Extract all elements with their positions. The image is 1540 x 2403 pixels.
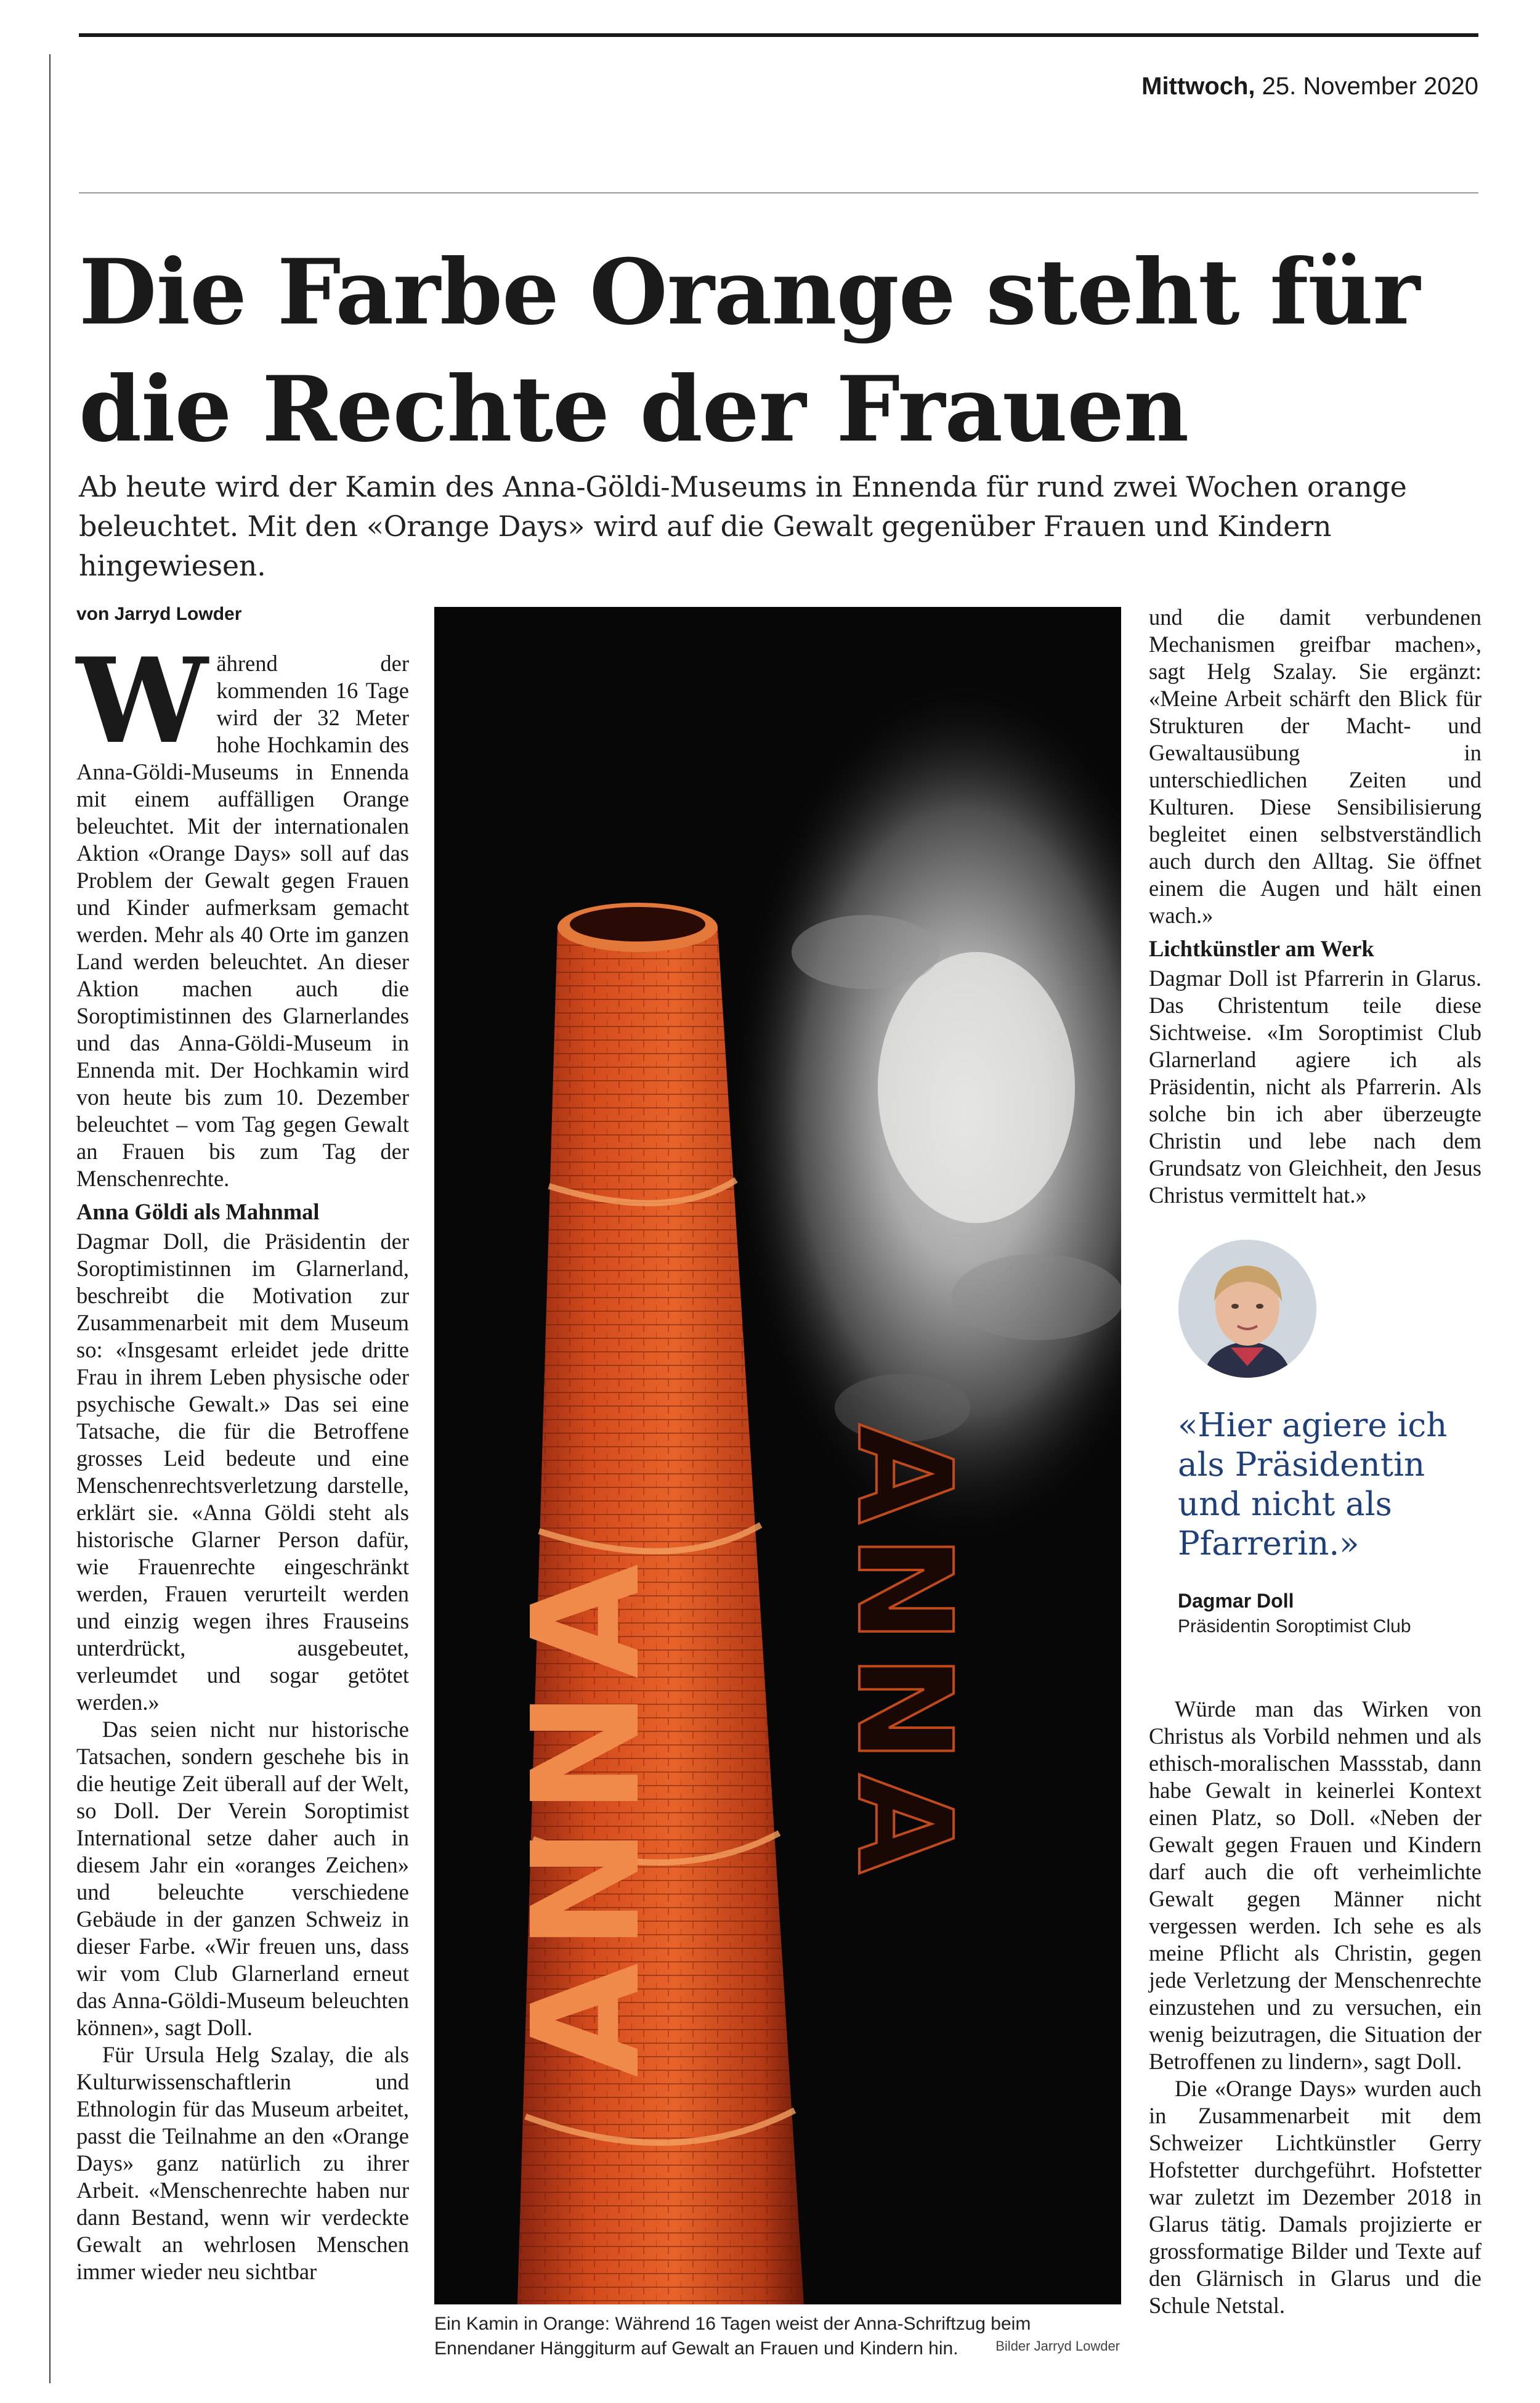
- body-paragraph: Das seien nicht nur historische Tatsachen, sondern geschehe bis in die heutige Zeit überall auf der Welt, so Doll. Der Verein Soroptimist International setze daher auch in diesem Jahr ein «oranges Zeichen» und beleuchte verschiedene Gebäude in der ganzen Schweiz in dieser Farbe. «Wir freuen uns, dass wir vom Club Glarnerland erneut das Anna-Göldi-Museum beleuchten können», sagt Doll.: [76, 1717, 409, 2040]
- date-line: [1141, 73, 1478, 100]
- lead-paragraph: Ab heute wird der Kamin des Anna-Göldi-Museums in Ennenda für rund zwei Wochen orange beleuchtet. Mit den «Orange Days» wird auf die Gewalt gegenüber Frauen und Kindern hingewiesen.: [79, 470, 1407, 582]
- body-paragraph: Dagmar Doll, die Präsidentin der Soroptimistinnen im Glarnerland, beschreibt die Motivation zur Zusammenarbeit mit dem Museum so: «Insgesamt erleidet jede dritte Frau in ihrem Leben physische oder psychische Gewalt.» Das sei eine Tatsache, die für die Betroffene grosses Leid bedeute und eine Menschenrechtsverletzung darstelle, erklärt sie. «Anna Göldi steht als historische Glarner Person dafür, wie Frauenrechte eingeschränkt werden, Frauen verurteilt werden und einzig wegen ihres Frauseins unterdrückt, ausgebeutet, verleumdet und sogar getötet werden.»: [76, 1229, 409, 1715]
- intro-text: ährend der kommenden 16 Tage wird der 32 Meter hohe Hochkamin des Anna-Göldi-Museums in Ennenda mit einem auffälligen Orange beleuchtet. Mit der internationalen Aktion «Orange Days» soll auf das Problem der Gewalt gegen Frauen und Kinder aufmerksam gemacht werden. Mehr als 40 Orte im ganzen Land werden beleuchtet. An dieser Aktion machen auch die Soroptimistinnen des Glarnerlandes und das Anna-Göldi-Museum in Ennenda mit. Der Hochkamin wird von heute bis zum 10. Dezember beleuchtet – vom Tag gegen Gewalt an Frauen bis zum Tag der Menschenrechte.: [76, 651, 409, 1191]
- subhead-lichtkuenstler: Lichtkünstler am Werk: [1149, 936, 1374, 961]
- header-divider: [79, 192, 1478, 193]
- date: 25. November 2020: [1262, 73, 1478, 100]
- chimney-photo: [434, 607, 1121, 2304]
- article-column-3-top: [1149, 604, 1481, 1209]
- body-paragraph: Die «Orange Days» wurden auch in Zusammenarbeit mit dem Schweizer Lichtkünstler Gerry Hofstetter durchgeführt. Hofstetter war zuletzt im Dezember 2018 in Glarus tätig. Damals projizierte er grossformatige Bilder und Texte auf den Glärnisch in Glarus und die Schule Netstal.: [1149, 2076, 1481, 2318]
- article-column-3-bottom: [1149, 1696, 1481, 2319]
- article-column-1: [76, 632, 409, 2285]
- subhead-anna-goeldi: Anna Göldi als Mahnmal: [76, 1199, 320, 1224]
- anna-lettering-left: ANNA: [500, 1551, 673, 2078]
- body-paragraph: Würde man das Wirken von Christus als Vorbild nehmen und als ethisch-moralischen Massstab, dann habe Gewalt in keinerlei Kontext einen Platz, so Doll. «Neben der Gewalt gegen Frauen und Kindern darf auch die oft verheimlichte Gewalt gegen Männer nicht vergessen werden. Ich sehe es als meine Pflicht als Christin, gegen jede Verletzung der Menschenrechte einzustehen und zu versuchen, ein wenig beizutragen, die Situation der Betroffenen zu lindern», sagt Doll.: [1149, 1696, 1481, 2074]
- weekday: Mittwoch,: [1141, 73, 1255, 100]
- anna-lettering-right: ANNA: [829, 1423, 979, 1885]
- body-paragraph: und die damit verbundenen Mechanismen greifbar machen», sagt Helg Szalay. Sie ergänzt: «Meine Arbeit schärft den Blick für Strukturen der Macht- und Gewaltausübung in unterschiedlichen Zeiten und Kulturen. Diese Sensibilisierung begleitet einen selbstverständlich auch durch den Alltag. Sie öffnet einem die Augen und hält einen wach.»: [1149, 604, 1481, 928]
- photo-caption: Ein Kamin in Orange: Während 16 Tagen weist der Anna-Schriftzug beim Ennendaner Hänggiturm auf Gewalt an Frauen und Kindern hin.: [434, 2314, 1031, 2359]
- headline: Die Farbe Orange steht für die Rechte der Frauen: [79, 240, 1420, 462]
- quote-author: Dagmar Doll: [1178, 1590, 1294, 1612]
- drop-cap: W: [76, 632, 208, 770]
- body-paragraph: Dagmar Doll ist Pfarrerin in Glarus. Das Christentum teile diese Sichtweise. «Im Soroptimist Club Glarnerland agiere ich als Präsidentin, nicht als Pfarrerin. Als solche bin ich aber überzeugte Christin und lebe nach dem Grundsatz von Gleichheit, den Jesus Christus vermittelt hat.»: [1149, 966, 1481, 1208]
- body-paragraph: Für Ursula Helg Szalay, die als Kulturwissenschaftlerin und Ethnologin für das Museum arbeitet, passt die Teilnahme an den «Orange Days» ganz natürlich zu ihrer Arbeit. «Menschenrechte haben nur dann Bestand, wenn wir verdeckte Gewalt an wehrlosen Menschen immer wieder neu sichtbar: [76, 2042, 409, 2284]
- photo-credit: Bilder Jarryd Lowder: [995, 2338, 1120, 2354]
- top-rule: [79, 33, 1478, 37]
- quote-author-role: Präsidentin Soroptimist Club: [1178, 1616, 1411, 1637]
- byline: von Jarryd Lowder: [76, 604, 242, 624]
- intro-paragraph: [76, 632, 409, 1192]
- portrait-dagmar-doll: [1178, 1240, 1316, 1378]
- left-margin-rule: [49, 54, 51, 2383]
- pull-quote: «Hier agiere ich als Präsidentin und nicht als Pfarrerin.»: [1178, 1407, 1448, 1563]
- orange-chimney-illustration: [434, 607, 1121, 2304]
- avatar: [1178, 1240, 1316, 1378]
